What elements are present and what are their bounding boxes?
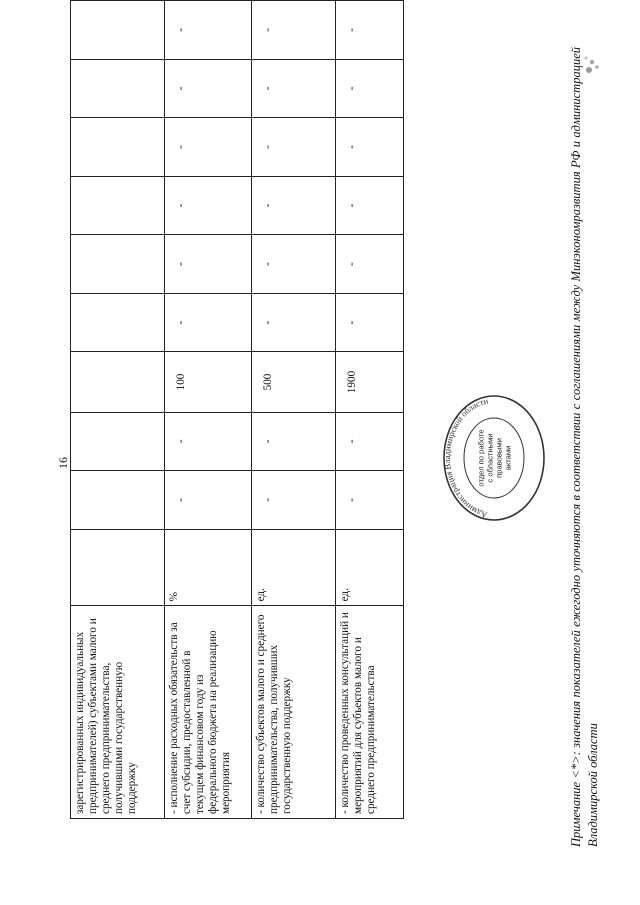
value-cell [71,235,165,294]
value-cell: - [165,293,252,352]
table-row [252,1,336,819]
value-cell: 100 [165,352,252,412]
value-cell [71,118,165,177]
unit-cell: ед. [336,529,404,606]
value-cell: - [336,412,404,471]
scan-mark-icon [580,51,604,79]
indicator-cell: - количество субъектов малого и среднего предпринимательства, получивших государственную поддержку [252,606,336,819]
value-cell: - [252,59,336,118]
value-cell: 1900 [336,352,404,412]
value-cell: - [252,471,336,530]
table-row [165,1,252,819]
indicator-cell: зарегистрированных индивидуальных предпринимателей) субъектами малого и среднего предпринимательства, получившими государственную поддержку [71,606,165,819]
value-cell [71,412,165,471]
indicator-cell: - количество проведенных консультаций и мероприятий для субъектов малого и среднего предпринимательства [336,606,404,819]
table-row [336,1,404,819]
footnote-text: значения показателей ежегодно уточняются в соответствии с соглашениями между Минэкономразвития РФ и администрацией Владимирской области [569,46,600,847]
stamp-line: отдел по работе [476,429,486,487]
official-stamp [438,391,550,525]
value-cell: - [165,118,252,177]
footnote [568,47,602,847]
value-cell: - [252,293,336,352]
value-cell: - [165,471,252,530]
value-cell [71,293,165,352]
indicators-table [70,0,404,819]
value-cell: - [336,1,404,60]
page-number: 16 [56,457,70,469]
value-cell: - [165,235,252,294]
value-cell: - [252,235,336,294]
value-cell: - [252,118,336,177]
table-row [71,1,165,819]
stamp-ring-text: Администрация Владимирской области [441,395,489,521]
stamp-line: актами [503,445,513,471]
value-cell: - [165,412,252,471]
value-cell: - [336,118,404,177]
unit-cell: ед. [252,529,336,606]
value-cell: - [336,59,404,118]
value-cell: - [252,1,336,60]
footnote-label: Примечание <*>: [569,751,583,847]
stamp-line: правовыми [494,438,504,478]
value-cell: - [336,176,404,235]
value-cell [71,1,165,60]
value-cell: - [165,176,252,235]
value-cell: - [252,176,336,235]
value-cell [71,352,165,412]
value-cell [71,59,165,118]
value-cell: - [252,412,336,471]
stamp-center-text [477,429,513,486]
value-cell: 500 [252,352,336,412]
indicator-cell: - исполнение расходных обязательств за счет субсидии, предоставленной в текущем финансовом году из федерального бюджета на реализацию мероприятия [165,606,252,819]
unit-cell: % [165,529,252,606]
value-cell [71,471,165,530]
value-cell [71,176,165,235]
value-cell: - [336,293,404,352]
value-cell: - [336,235,404,294]
unit-cell [71,529,165,606]
value-cell: - [336,471,404,530]
value-cell: - [165,1,252,60]
stamp-line: с областными [485,433,495,483]
value-cell: - [165,59,252,118]
